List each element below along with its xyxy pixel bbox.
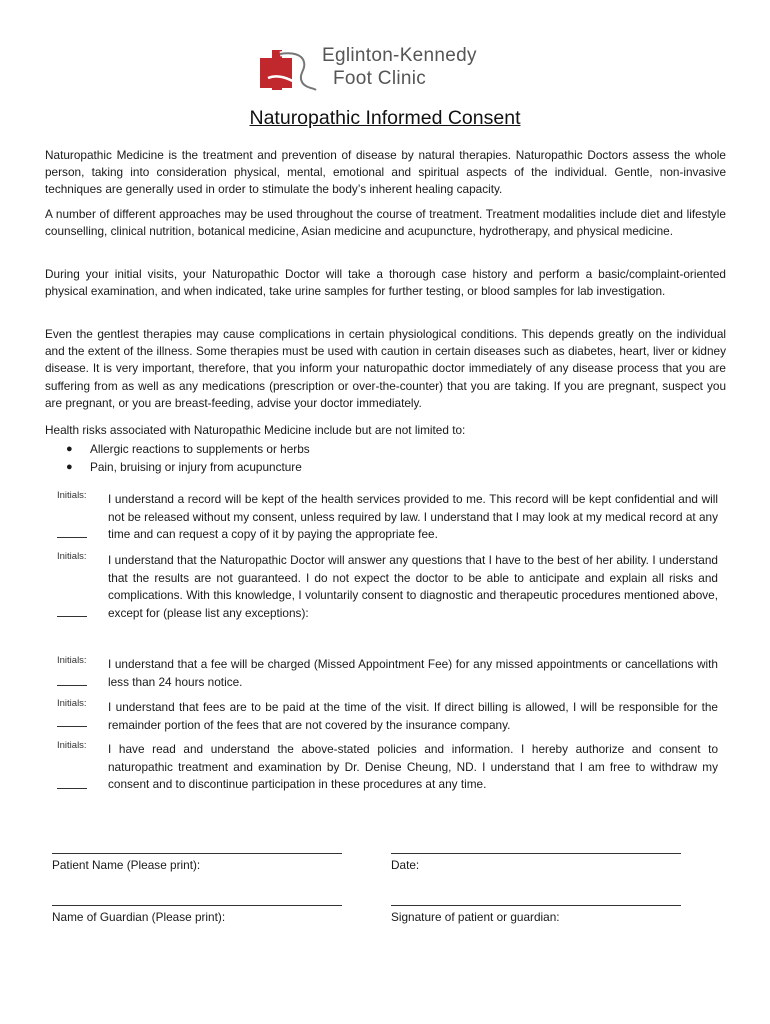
statement-text: I understand that a fee will be charged (Missed Appointment Fee) for any missed appointments or cancellations with less than 24 hours notice. — [108, 657, 718, 689]
initials-field[interactable] — [57, 726, 87, 727]
signature-field[interactable] — [391, 905, 681, 906]
initials-label: Initials: — [57, 551, 87, 562]
initials-field[interactable] — [57, 616, 87, 617]
initials-field[interactable] — [57, 537, 87, 538]
initials-field[interactable] — [57, 685, 87, 686]
clinic-name-line2: Foot Clinic — [333, 68, 427, 89]
statement-text: I understand a record will be kept of the health services provided to me. This record will be kept confidential and will not be released without my consent, unless required by law. I understand that I may look at my medical record at any time and can request a copy of it by paying the appropriate fee. — [108, 492, 718, 542]
paragraph-intro: Naturopathic Medicine is the treatment and prevention of disease by natural therapies. Naturopathic Doctors assess the whole person, taking into consideration physical, mental, emotional and spiritual aspects of the individual. Gentle, non-invasive techniques are generally used in order to stimulate the body’s inherent healing capacity. — [45, 148, 726, 197]
statement-text: I have read and understand the above-stated policies and information. I hereby authorize and consent to naturopathic treatment and examination by Dr. Denise Cheung, ND. I understand that I am free to withdraw my consent and to discontinue participation in these procedures at any time. — [108, 742, 718, 792]
guardian-name-label: Name of Guardian (Please print): — [52, 910, 226, 924]
initials-label: Initials: — [57, 740, 87, 751]
health-risk-text: Pain, bruising or injury from acupuncture — [90, 460, 302, 474]
health-risks-intro: Health risks associated with Naturopathic Medicine include but are not limited to: — [45, 423, 466, 437]
health-risk-text: Allergic reactions to supplements or herbs — [90, 442, 310, 456]
bullet-icon: ● — [66, 461, 73, 473]
initials-label: Initials: — [57, 655, 87, 666]
health-risks-list — [66, 440, 310, 476]
date-field[interactable] — [391, 853, 681, 854]
foot-clinic-logo-icon — [258, 48, 318, 92]
date-label: Date: — [391, 858, 420, 872]
paragraph-approaches: A number of different approaches may be used throughout the course of treatment. Treatment modalities include diet and lifestyle counselling, clinical nutrition, botanical medicine, Asian medicine and acupuncture, hydrotherapy, and physical medicine. — [45, 207, 726, 239]
statement-text: I understand that fees are to be paid at the time of the visit. If direct billing is allowed, I will be responsible for the remainder portion of the fees that are not covered by the insurance company. — [108, 700, 718, 732]
initials-label: Initials: — [57, 698, 87, 709]
list-item — [66, 458, 310, 476]
bullet-icon: ● — [66, 443, 73, 455]
clinic-name-line1: Eglinton-Kennedy — [322, 45, 477, 66]
patient-name-label: Patient Name (Please print): — [52, 858, 201, 872]
paragraph-initial-visits: During your initial visits, your Naturopathic Doctor will take a thorough case history and perform a basic/complaint-oriented physical examination, and when indicated, take urine samples for further testing, or blood samples for lab investigation. — [45, 267, 726, 299]
initials-label: Initials: — [57, 490, 87, 501]
clinic-logo — [258, 46, 518, 94]
guardian-name-field[interactable] — [52, 905, 342, 906]
document-title: Naturopathic Informed Consent — [249, 107, 521, 129]
statement-text: I understand that the Naturopathic Doctor will answer any questions that I have to the best of her ability. I understand that the results are not guaranteed. I do not expect the doctor to be able to anticipate and explain all risks and complications. With this knowledge, I voluntarily consent to diagnostic and therapeutic procedures mentioned above, except for (please list any exceptions): — [108, 553, 718, 620]
signature-label: Signature of patient or guardian: — [391, 910, 560, 924]
initials-field[interactable] — [57, 788, 87, 789]
paragraph-complications: Even the gentlest therapies may cause complications in certain physiological conditions. This depends greatly on the individual and the extent of the illness. Some therapies must be used with caution in certain diseases such as diabetes, heart, liver or kidney disease. It is very important, therefore, that you inform your naturopathic doctor immediately of any disease process that you are suffering from as well as any medications (prescription or over-the-counter) that you are taking. If you are pregnant, suspect you are pregnant, or you are breast-feeding, advise your doctor immediately. — [45, 327, 726, 410]
list-item — [66, 440, 310, 458]
patient-name-field[interactable] — [52, 853, 342, 854]
